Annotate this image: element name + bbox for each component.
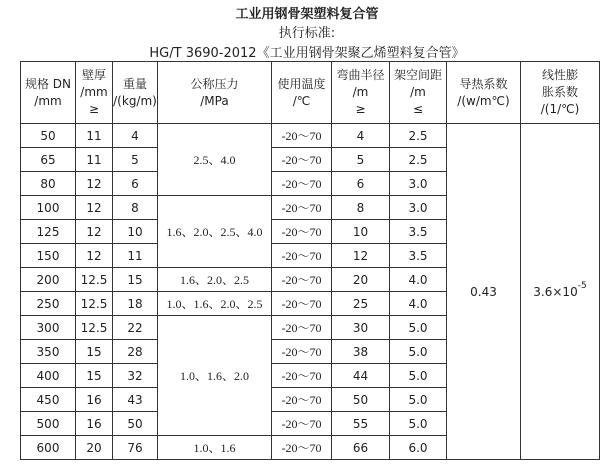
cell-dn: 350 <box>21 340 76 364</box>
cell-span: 6.0 <box>390 436 447 460</box>
header-span-line3: ≤ <box>412 102 424 116</box>
header-row <box>21 62 600 124</box>
header-expansion-line3: /(1/℃) <box>540 102 580 116</box>
cell-dn: 400 <box>21 364 76 388</box>
cell-weight: 28 <box>113 340 158 364</box>
cell-wall: 12 <box>76 244 113 268</box>
header-bend-line2: /m <box>352 85 369 99</box>
header-temp-line2: /℃ <box>292 93 311 108</box>
cell-weight: 50 <box>113 412 158 436</box>
cell-wall: 15 <box>76 364 113 388</box>
expansion-exponent: -5 <box>577 280 587 291</box>
cell-span: 3.5 <box>390 220 447 244</box>
header-wall <box>76 62 113 124</box>
cell-weight: 6 <box>113 172 158 196</box>
header-span <box>390 62 447 124</box>
header-dn <box>21 62 76 124</box>
cell-span: 5.0 <box>390 388 447 412</box>
cell-wall: 11 <box>76 124 113 148</box>
header-span-line1: 架空间距 <box>393 68 442 82</box>
cell-weight: 43 <box>113 388 158 412</box>
cell-weight: 5 <box>113 148 158 172</box>
cell-weight: 11 <box>113 244 158 268</box>
cell-dn: 125 <box>21 220 76 244</box>
cell-bend: 6 <box>332 172 390 196</box>
cell-wall: 15 <box>76 340 113 364</box>
cell-wall: 20 <box>76 436 113 460</box>
header-temp <box>272 62 332 124</box>
cell-span: 5.0 <box>390 316 447 340</box>
cell-temp: -20～70 <box>272 148 332 172</box>
cell-dn: 100 <box>21 196 76 220</box>
cell-dn: 450 <box>21 388 76 412</box>
cell-bend: 44 <box>332 364 390 388</box>
cell-dn: 150 <box>21 244 76 268</box>
cell-wall: 12.5 <box>76 268 113 292</box>
header-pressure-line1: 公称压力 <box>190 76 239 91</box>
header-expansion-line1: 线性膨 <box>541 68 578 82</box>
header-bend <box>332 62 390 124</box>
cell-wall: 12 <box>76 220 113 244</box>
cell-temp: -20～70 <box>272 220 332 244</box>
cell-temp: -20～70 <box>272 196 332 220</box>
standard-label: 执行标准: <box>278 26 336 41</box>
header-bend-line3: ≥ <box>355 102 366 116</box>
header-conductivity-line2: /(w/m℃) <box>457 93 510 108</box>
cell-dn: 500 <box>21 412 76 436</box>
table-row <box>21 124 600 148</box>
header-bend-line1: 弯曲半径 <box>336 68 385 82</box>
header-weight-line1: 重量 <box>122 76 147 91</box>
cell-dn: 50 <box>21 124 76 148</box>
header-wall-line3: ≥ <box>88 102 100 116</box>
cell-wall: 16 <box>76 412 113 436</box>
cell-pressure: 1.0、1.6、2.0、2.5 <box>158 292 272 316</box>
cell-weight: 22 <box>113 316 158 340</box>
header-conductivity <box>447 62 521 124</box>
cell-bend: 25 <box>332 292 390 316</box>
cell-pressure: 1.0、1.6 <box>158 436 272 460</box>
cell-weight: 32 <box>113 364 158 388</box>
cell-pressure: 1.6、2.0、2.5、4.0 <box>158 196 272 268</box>
cell-wall: 12 <box>76 172 113 196</box>
cell-bend: 8 <box>332 196 390 220</box>
cell-span: 3.0 <box>390 196 447 220</box>
cell-dn: 250 <box>21 292 76 316</box>
cell-bend: 10 <box>332 220 390 244</box>
cell-dn: 300 <box>21 316 76 340</box>
cell-bend: 55 <box>332 412 390 436</box>
header-dn-line1: 规格 DN <box>24 76 72 91</box>
cell-pressure: 1.0、1.6、2.0 <box>158 316 272 436</box>
cell-dn: 65 <box>21 148 76 172</box>
cell-wall: 11 <box>76 148 113 172</box>
cell-temp: -20～70 <box>272 412 332 436</box>
cell-temp: -20～70 <box>272 268 332 292</box>
standard-name: HG/T 3690-2012《工业用钢骨架聚乙烯塑料复合管》 <box>149 46 465 61</box>
header-pressure-line2: /MPa <box>200 93 229 108</box>
cell-weight: 18 <box>113 292 158 316</box>
cell-weight: 15 <box>113 268 158 292</box>
cell-temp: -20～70 <box>272 124 332 148</box>
cell-span: 3.5 <box>390 244 447 268</box>
cell-bend: 5 <box>332 148 390 172</box>
cell-dn: 80 <box>21 172 76 196</box>
cell-dn: 600 <box>21 436 76 460</box>
cell-dn: 200 <box>21 268 76 292</box>
cell-temp: -20～70 <box>272 292 332 316</box>
header-span-line2: /m <box>410 85 426 99</box>
header-pressure <box>158 62 272 124</box>
header-temp-line1: 使用温度 <box>277 76 326 91</box>
cell-span: 4.0 <box>390 292 447 316</box>
cell-wall: 12.5 <box>76 292 113 316</box>
cell-wall: 12.5 <box>76 316 113 340</box>
cell-temp: -20～70 <box>272 316 332 340</box>
cell-span: 2.5 <box>390 148 447 172</box>
cell-span: 3.0 <box>390 172 447 196</box>
cell-span: 5.0 <box>390 412 447 436</box>
header-expansion-line2: 胀系数 <box>541 85 578 99</box>
cell-weight: 8 <box>113 196 158 220</box>
header-wall-line2: /mm <box>80 85 108 99</box>
cell-wall: 16 <box>76 388 113 412</box>
cell-bend: 30 <box>332 316 390 340</box>
header-wall-line1: 壁厚 <box>81 68 106 82</box>
cell-expansion <box>521 124 600 460</box>
cell-pressure: 1.6、2.0、2.5 <box>158 268 272 292</box>
cell-temp: -20～70 <box>272 388 332 412</box>
cell-span: 5.0 <box>390 364 447 388</box>
spec-table <box>20 61 600 460</box>
cell-temp: -20～70 <box>272 244 332 268</box>
header-conductivity-line1: 导热系数 <box>459 76 508 91</box>
cell-weight: 10 <box>113 220 158 244</box>
cell-bend: 50 <box>332 388 390 412</box>
cell-temp: -20～70 <box>272 340 332 364</box>
cell-bend: 12 <box>332 244 390 268</box>
cell-span: 4.0 <box>390 268 447 292</box>
cell-temp: -20～70 <box>272 172 332 196</box>
cell-temp: -20～70 <box>272 436 332 460</box>
cell-bend: 38 <box>332 340 390 364</box>
header-weight-line2: /(kg/m) <box>113 93 157 108</box>
cell-thermal-conductivity: 0.43 <box>447 124 521 460</box>
cell-span: 5.0 <box>390 340 447 364</box>
expansion-base: 3.6×10 <box>533 284 578 299</box>
cell-wall: 12 <box>76 196 113 220</box>
cell-bend: 20 <box>332 268 390 292</box>
cell-pressure: 2.5、4.0 <box>158 124 272 196</box>
cell-span: 2.5 <box>390 124 447 148</box>
cell-temp: -20～70 <box>272 364 332 388</box>
cell-weight: 4 <box>113 124 158 148</box>
cell-bend: 4 <box>332 124 390 148</box>
header-weight <box>113 62 158 124</box>
header-dn-line2: /mm <box>34 93 62 108</box>
cell-bend: 66 <box>332 436 390 460</box>
header-expansion <box>521 62 600 124</box>
cell-weight: 76 <box>113 436 158 460</box>
document-title: 工业用钢骨架塑料复合管 <box>235 7 379 22</box>
